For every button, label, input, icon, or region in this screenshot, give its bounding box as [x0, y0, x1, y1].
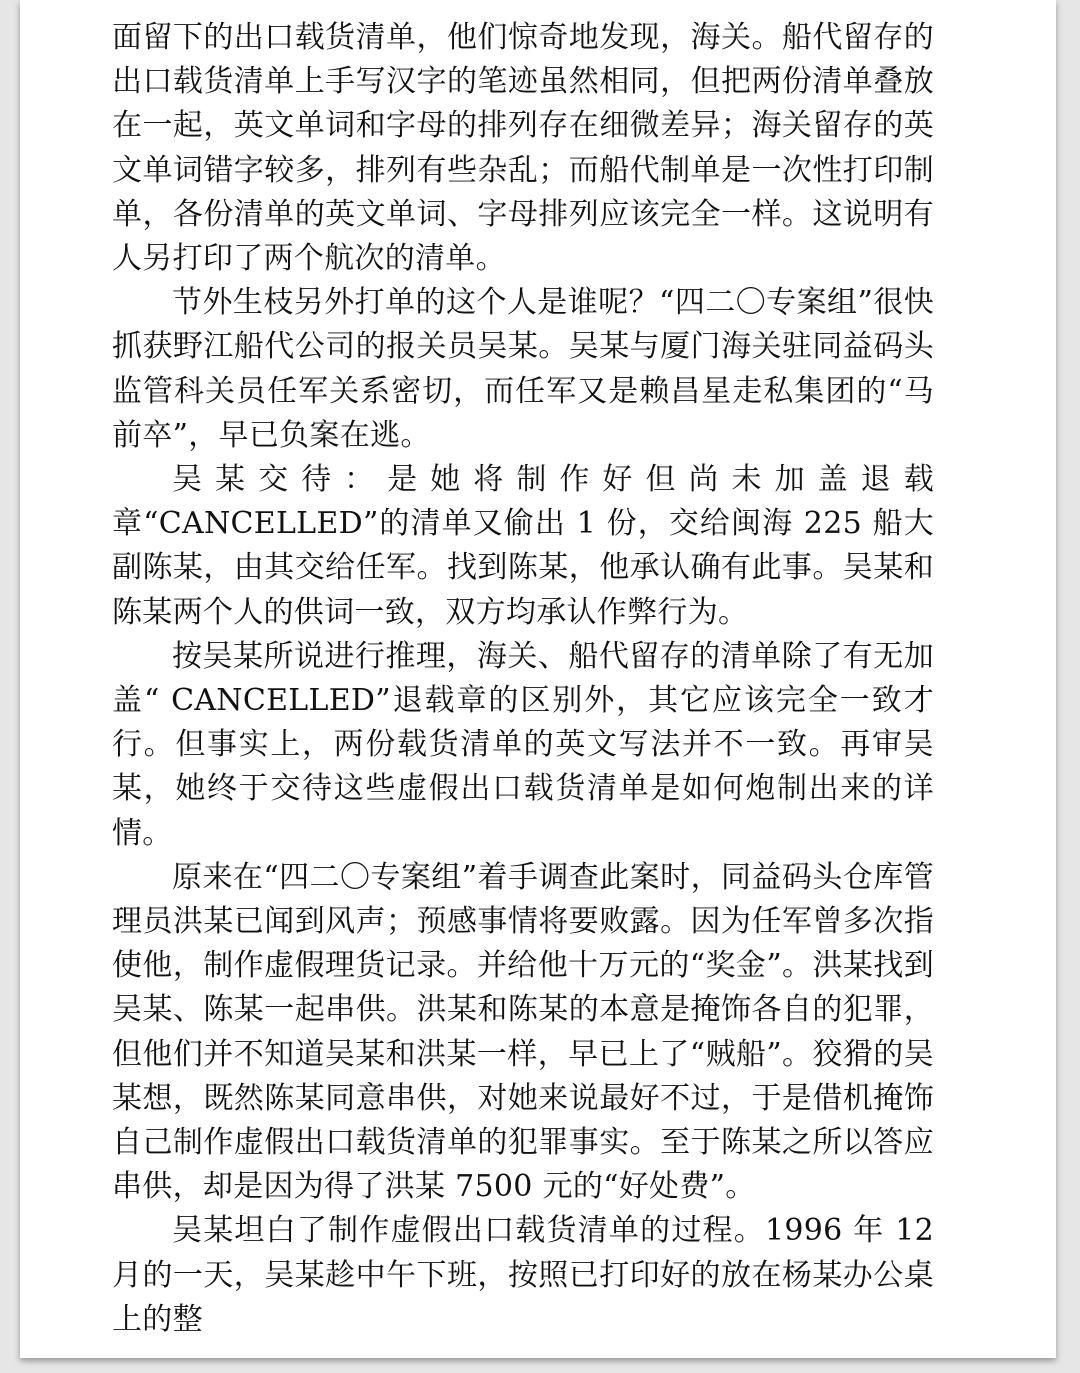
paragraph-1: 面留下的出口载货清单，他们惊奇地发现，海关。船代留存的出口载货清单上手写汉字的笔迹虽然相同，但把两份清单叠放在一起，英文单词和字母的排列存在细微差异；海关留存的英文单词错字较多，排列有些杂乱；而船代制单是一次性打印制单，各份清单的英文单词、字母排列应该完全一样。这说明有人另打印了两个航次的清单。: [112, 20, 934, 277]
paragraph-4: 按吴某所说进行推理，海关、船代留存的清单除了有无加盖“ CANCELLED”退载章的区别外，其它应该完全一致才行。但事实上，两份载货清单的英文写法并不一致。再审吴某，她终于交待这些虚假出口载货清单是如何炮制出来的详情。: [112, 638, 934, 851]
paragraph-5: 原来在“四二〇专案组”着手调查此案时，同益码头仓库管理员洪某已闻到风声；预感事情将要败露。因为任军曾多次指使他，制作虚假理货记录。并给他十万元的“奖金”。洪某找到吴某、陈某一起串供。洪某和陈某的本意是掩饰各自的犯罪，但他们并不知道吴某和洪某一样，早已上了“贼船”。狡猾的吴某想，既然陈某同意串供，对她来说最好不过，于是借机掩饰自己制作虚假出口载货清单的犯罪事实。至于陈某之所以答应串供，却是因为得了洪某 7500 元的“好处费”。: [112, 859, 934, 1205]
paragraph-3: 吴某交待：是她将制作好但尚未加盖退载章“CANCELLED”的清单又偷出 1 份，交给闽海 225 船大副陈某，由其交给任军。找到陈某，他承认确有此事。吴某和陈某两个人的供词一致，双方均承认作弊行为。: [112, 462, 934, 630]
paragraph-2: 节外生枝另外打单的这个人是谁呢？“四二〇专案组”很快抓获野江船代公司的报关员吴某。吴某与厦门海关驻同益码头监管科关员任军关系密切，而任军又是赖昌星走私集团的“马前卒”，早已负案在逃。: [112, 285, 934, 453]
paragraph-6: 吴某坦白了制作虚假出口载货清单的过程。1996 年 12 月的一天，吴某趁中午下班，按照已打印好的放在杨某办公桌上的整: [112, 1213, 934, 1337]
document-page: [20, 0, 1056, 1358]
page-body-text: [112, 16, 934, 1342]
